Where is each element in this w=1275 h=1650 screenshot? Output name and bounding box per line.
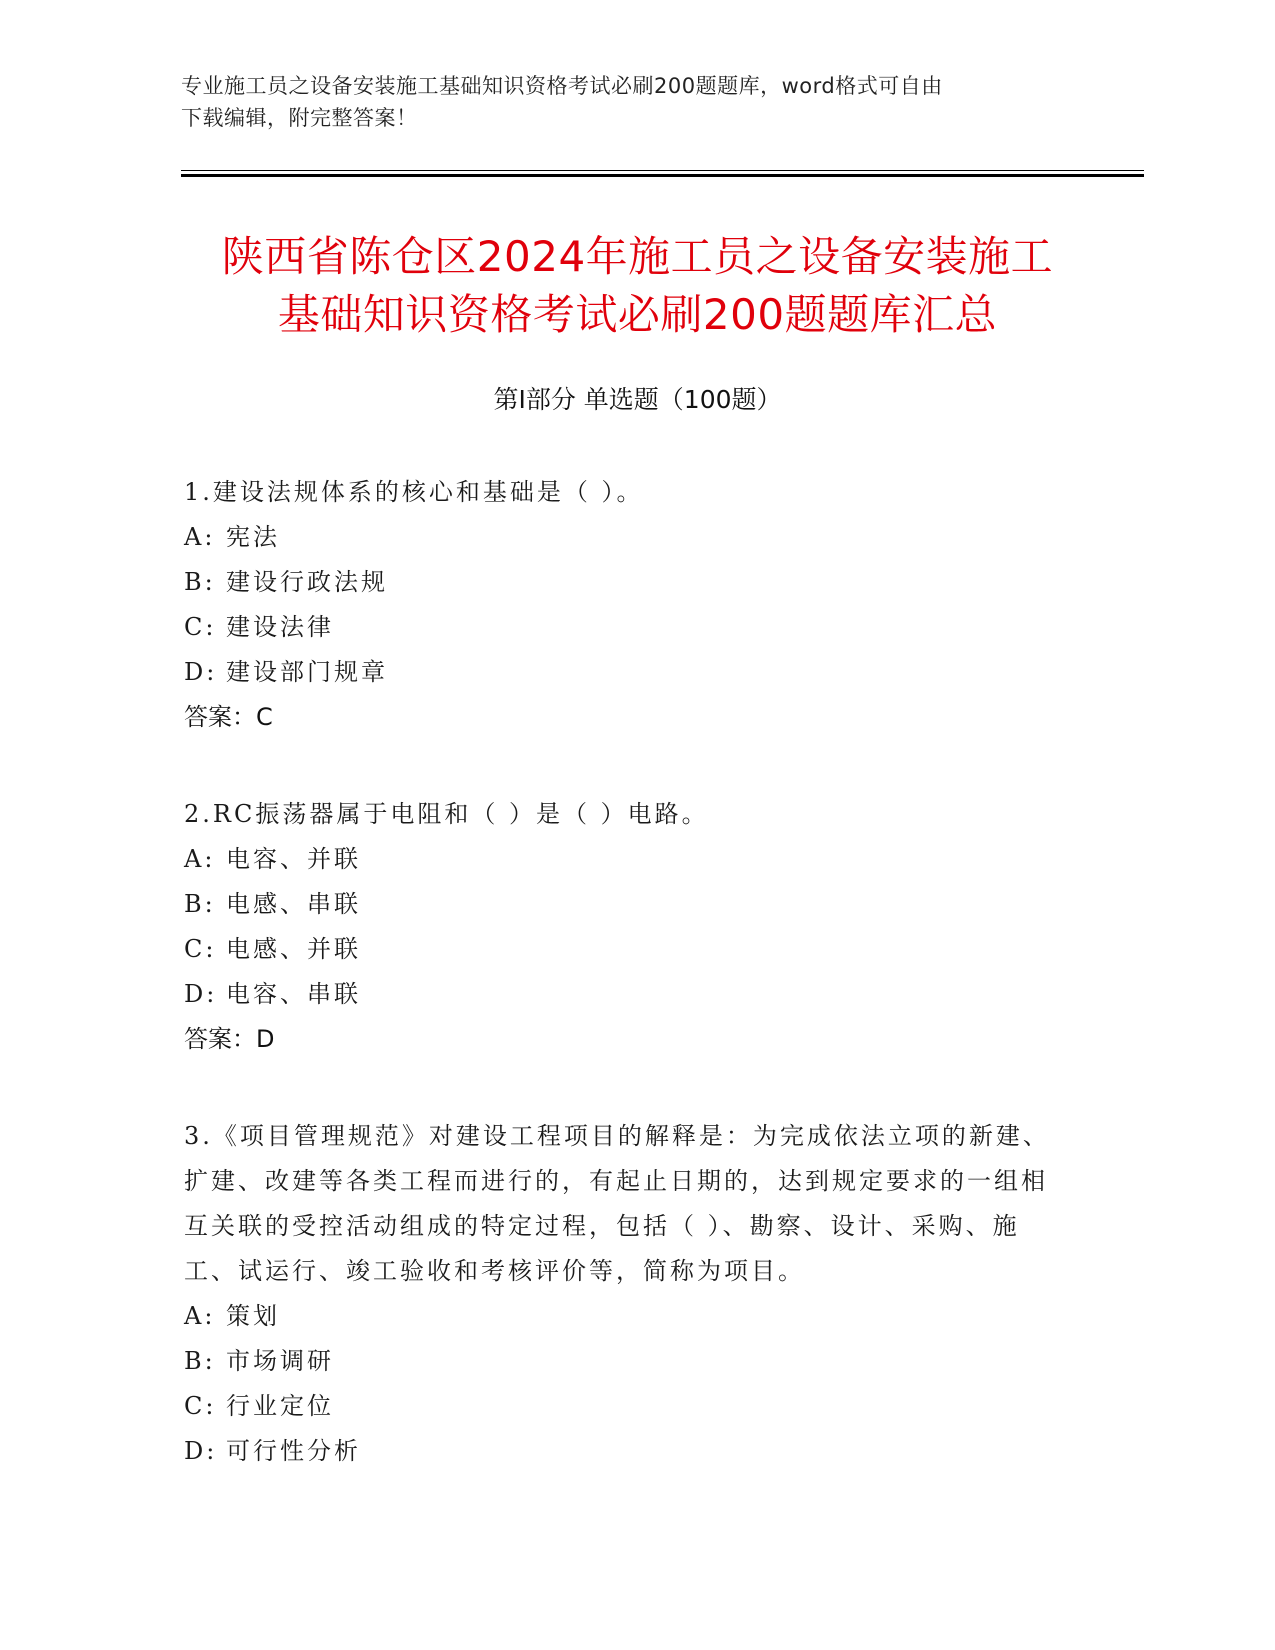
header-note (181, 70, 1081, 134)
question-stem: 1.建设法规体系的核心和基础是（ ）。 (184, 478, 644, 506)
option-c (184, 605, 1064, 650)
option-text: 电感、串联 (226, 890, 361, 918)
option-letter: C: (184, 935, 217, 963)
option-c (184, 927, 1064, 972)
question-2 (184, 792, 1064, 1062)
option-b (184, 560, 1064, 605)
option-a (184, 1294, 1064, 1339)
option-d (184, 972, 1064, 1017)
question-list (184, 470, 1064, 1526)
option-text: 建设部门规章 (226, 658, 388, 686)
header-divider-thick (181, 174, 1144, 177)
option-letter: A: (184, 845, 216, 873)
document-title (100, 228, 1175, 344)
option-text: 市场调研 (226, 1347, 334, 1375)
option-text: 建设法律 (226, 613, 334, 641)
option-letter: D: (184, 980, 218, 1008)
option-letter: C: (184, 613, 217, 641)
answer-line: 答案：C (184, 703, 273, 731)
option-text: 建设行政法规 (226, 568, 388, 596)
option-a (184, 837, 1064, 882)
option-text: 电感、并联 (226, 935, 361, 963)
section-title: 第Ⅰ部分 单选题（100题） (493, 385, 782, 414)
option-letter: D: (184, 1437, 218, 1465)
option-d (184, 1429, 1064, 1474)
question-1 (184, 470, 1064, 740)
question-stem: 2.RC振荡器属于电阻和（ ）是（ ）电路。 (184, 800, 709, 828)
option-text: 电容、串联 (226, 980, 361, 1008)
option-letter: A: (184, 523, 216, 551)
header-note-line-1: 专业施工员之设备安装施工基础知识资格考试必刷200题题库，word格式可自由 (181, 74, 943, 98)
header-divider-thin (181, 170, 1144, 171)
option-d (184, 650, 1064, 695)
option-b (184, 1339, 1064, 1384)
document-title-line-1: 陕西省陈仓区2024年施工员之设备安装施工 (221, 232, 1054, 281)
option-c (184, 1384, 1064, 1429)
option-letter: A: (184, 1302, 216, 1330)
question-stem: 3.《项目管理规范》对建设工程项目的解释是：为完成依法立项的新建、扩建、改建等各类工程而进行的，有起止日期的，达到规定要求的一组相互关联的受控活动组成的特定过程，包括（ ）、勘察、设计、采购、施工、试运行、竣工验收和考核评价等，简称为项目。 (184, 1122, 1050, 1285)
header-note-line-2: 下载编辑，附完整答案！ (181, 106, 418, 130)
option-letter: B: (184, 1347, 216, 1375)
option-text: 电容、并联 (226, 845, 361, 873)
option-b (184, 882, 1064, 927)
option-letter: C: (184, 1392, 217, 1420)
answer-line: 答案：D (184, 1025, 275, 1053)
option-text: 可行性分析 (226, 1437, 361, 1465)
option-text: 宪法 (226, 523, 280, 551)
option-letter: D: (184, 658, 218, 686)
question-3 (184, 1114, 1064, 1474)
document-title-line-2: 基础知识资格考试必刷200题题库汇总 (277, 290, 998, 339)
option-text: 策划 (226, 1302, 280, 1330)
option-letter: B: (184, 568, 216, 596)
option-letter: B: (184, 890, 216, 918)
option-text: 行业定位 (226, 1392, 334, 1420)
option-a (184, 515, 1064, 560)
